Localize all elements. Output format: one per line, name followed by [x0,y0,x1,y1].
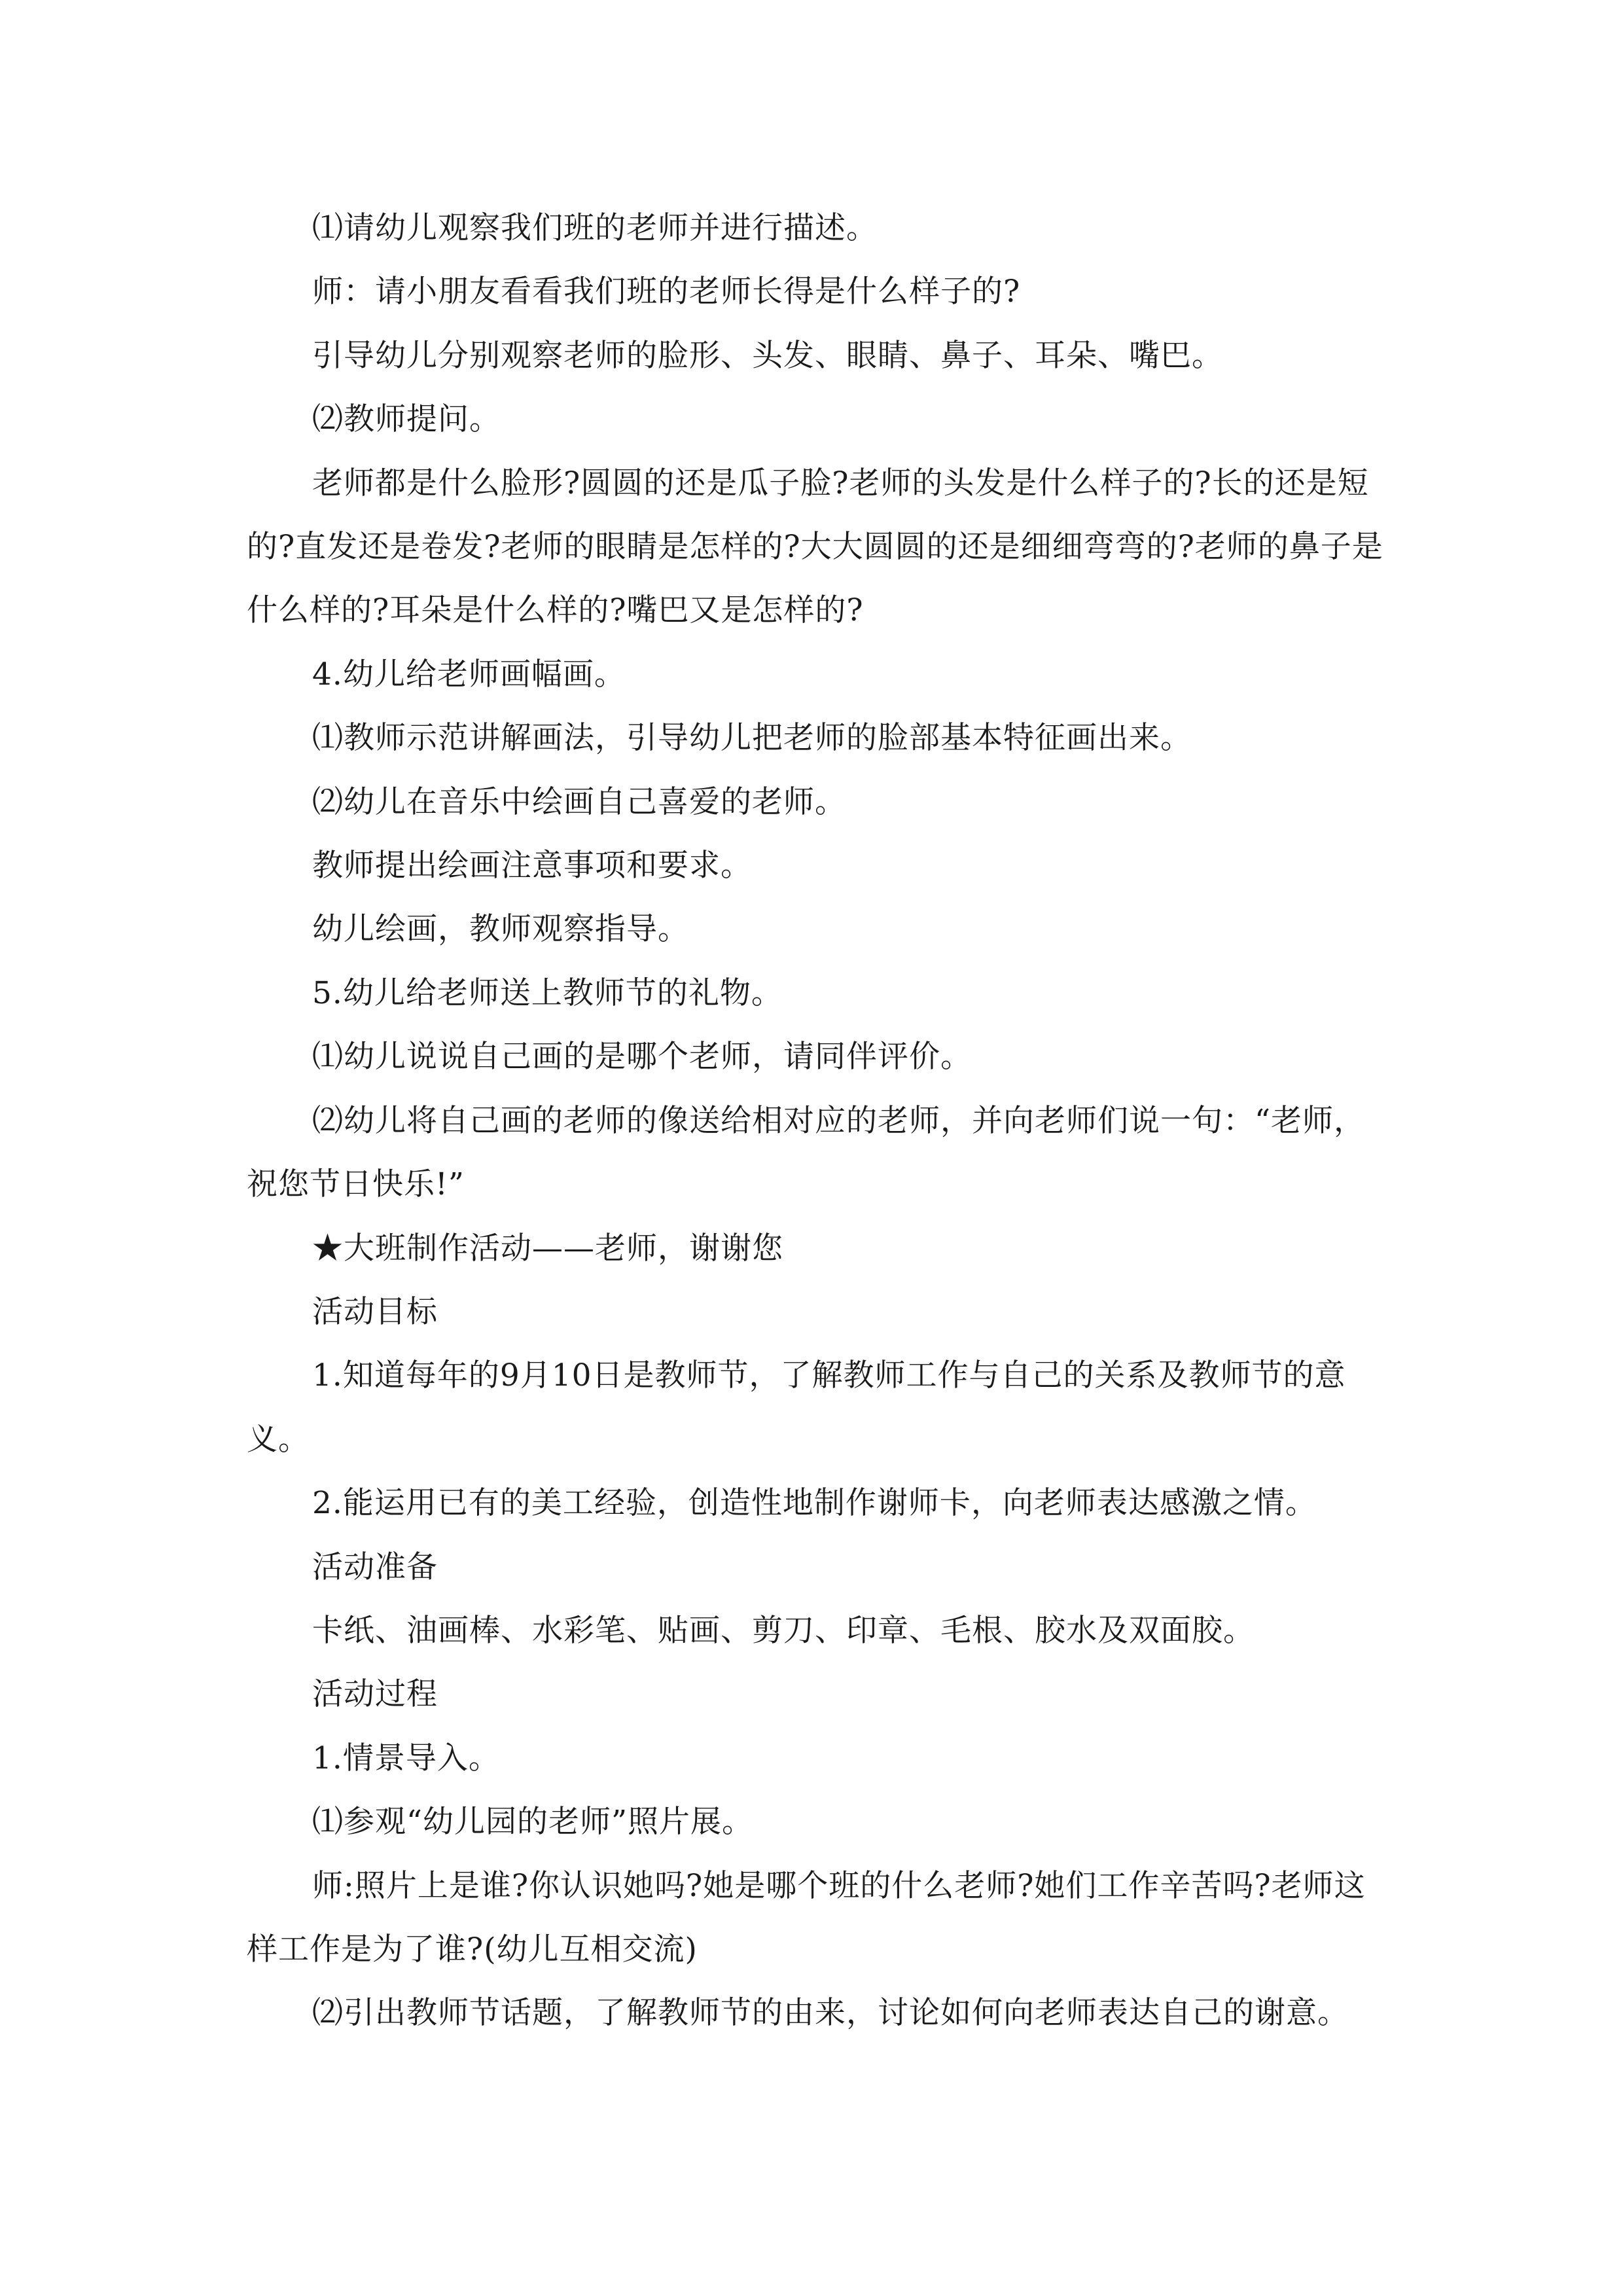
paragraph: 1.知道每年的9月10日是教师节，了解教师工作与自己的关系及教师节的意义。 [247,1357,1346,1458]
paragraph: ⑵幼儿将自己画的老师的像送给相对应的老师，并向老师们说一句：“老师，祝您节日快乐!” [247,1102,1366,1203]
paragraph: ⑴参观“幼儿园的老师”照片展。 [312,1804,754,1840]
paragraph: 引导幼儿分别观察老师的脸形、头发、眼睛、鼻子、耳朵、嘴巴。 [312,337,1223,374]
paragraph: 教师提出绘画注意事项和要求。 [312,848,752,884]
paragraph: 老师都是什么脸形?圆圆的还是瓜子脸?老师的头发是什么样子的?长的还是短的?直发还是卷发?老师的眼睛是怎样的?大大圆圆的还是细细弯弯的?老师的鼻子是什么样的?耳朵是什么样的?嘴巴又是怎样的? [247,465,1383,629]
paragraph: 幼儿绘画，教师观察指导。 [312,911,689,948]
paragraph: 师:照片上是谁?你认识她吗?她是哪个班的什么老师?她们工作辛苦吗?老师这样工作是为了谁?(幼儿互相交流) [247,1867,1366,1967]
paragraph: ⑵引出教师节话题，了解教师节的由来，讨论如何向老师表达自己的谢意。 [312,1995,1349,2032]
section-heading: 活动目标 [312,1293,438,1330]
paragraph: ⑵教师提问。 [312,401,501,438]
paragraph: ⑴教师示范讲解画法，引导幼儿把老师的脸部基本特征画出来。 [312,720,1192,757]
document-body [247,196,1389,2045]
section-step: 4.幼儿给老师画幅画。 [312,656,626,692]
paragraph: 师：请小朋友看看我们班的老师长得是什么样子的? [312,274,1021,310]
section-heading: 活动准备 [312,1549,438,1585]
paragraph: ⑴幼儿说说自己画的是哪个老师，请同伴评价。 [312,1039,972,1075]
paragraph: ⑴请幼儿观察我们班的老师并进行描述。 [312,210,878,246]
section-step: 5.幼儿给老师送上教师节的礼物。 [312,975,783,1011]
section-step: 1.情景导入。 [312,1740,500,1776]
paragraph: ⑵幼儿在音乐中绘画自己喜爱的老师。 [312,783,846,820]
section-heading: 活动过程 [312,1676,438,1713]
paragraph: 卡纸、油画棒、水彩笔、贴画、剪刀、印章、毛根、胶水及双面胶。 [312,1612,1255,1649]
paragraph: 2.能运用已有的美工经验，创造性地制作谢师卡，向老师表达感激之情。 [312,1485,1317,1522]
section-title: ★大班制作活动——老师，谢谢您 [312,1230,783,1266]
